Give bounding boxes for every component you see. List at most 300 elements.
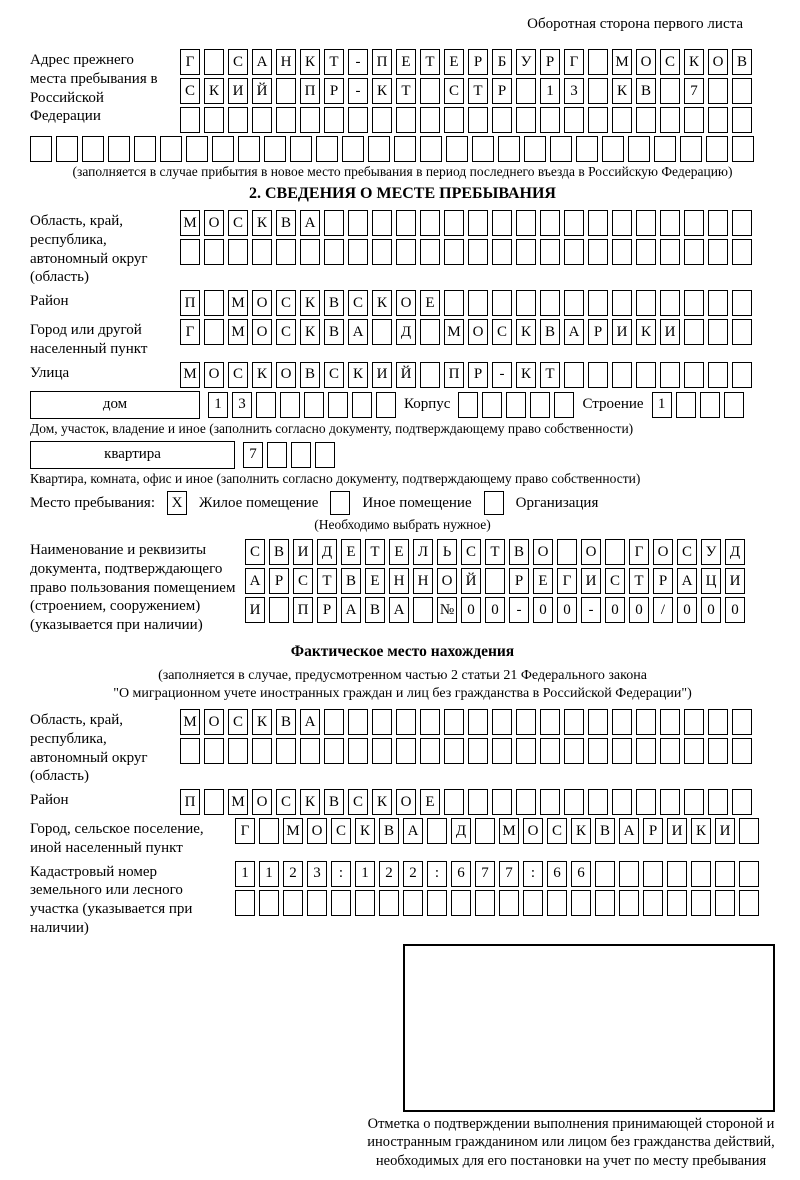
char-box[interactable] xyxy=(468,789,488,815)
char-box[interactable]: Р xyxy=(492,78,512,104)
char-box[interactable] xyxy=(605,539,625,565)
char-box[interactable] xyxy=(259,818,279,844)
char-box[interactable] xyxy=(394,136,416,162)
char-box[interactable] xyxy=(708,738,728,764)
char-box[interactable]: 6 xyxy=(571,861,591,887)
char-box[interactable]: : xyxy=(427,861,447,887)
char-box[interactable]: Т xyxy=(396,78,416,104)
char-box[interactable]: С xyxy=(331,818,351,844)
char-box[interactable]: 7 xyxy=(684,78,704,104)
char-box[interactable]: Р xyxy=(468,362,488,388)
char-box[interactable]: А xyxy=(677,568,697,594)
char-box[interactable]: 0 xyxy=(461,597,481,623)
char-box[interactable] xyxy=(732,362,752,388)
char-box[interactable] xyxy=(485,568,505,594)
char-box[interactable]: 6 xyxy=(547,861,567,887)
char-box[interactable]: М xyxy=(180,362,200,388)
char-box[interactable] xyxy=(267,442,287,468)
char-box[interactable] xyxy=(475,818,495,844)
char-box[interactable] xyxy=(315,442,335,468)
char-box[interactable]: О xyxy=(437,568,457,594)
char-box[interactable] xyxy=(499,890,519,916)
char-box[interactable]: 7 xyxy=(499,861,519,887)
char-box[interactable] xyxy=(372,738,392,764)
char-box[interactable]: В xyxy=(509,539,529,565)
char-box[interactable] xyxy=(204,290,224,316)
char-box[interactable]: В xyxy=(540,319,560,345)
char-box[interactable]: Т xyxy=(485,539,505,565)
char-box[interactable] xyxy=(276,738,296,764)
char-box[interactable] xyxy=(492,789,512,815)
char-box[interactable]: П xyxy=(300,78,320,104)
char-box[interactable] xyxy=(283,890,303,916)
char-box[interactable] xyxy=(643,890,663,916)
char-box[interactable] xyxy=(328,392,348,418)
char-box[interactable]: В xyxy=(324,789,344,815)
char-box[interactable]: Н xyxy=(413,568,433,594)
char-box[interactable]: 7 xyxy=(243,442,263,468)
char-box[interactable] xyxy=(715,890,735,916)
char-box[interactable]: А xyxy=(619,818,639,844)
char-box[interactable]: Ь xyxy=(437,539,457,565)
char-box[interactable] xyxy=(468,290,488,316)
char-box[interactable]: К xyxy=(252,362,272,388)
char-box[interactable] xyxy=(557,539,577,565)
char-box[interactable]: О xyxy=(581,539,601,565)
char-box[interactable]: К xyxy=(684,49,704,75)
char-box[interactable] xyxy=(564,107,584,133)
char-box[interactable] xyxy=(269,597,289,623)
char-box[interactable] xyxy=(376,392,396,418)
char-box[interactable] xyxy=(588,789,608,815)
char-box[interactable] xyxy=(372,210,392,236)
char-box[interactable] xyxy=(619,890,639,916)
char-box[interactable]: 0 xyxy=(701,597,721,623)
char-box[interactable]: О xyxy=(468,319,488,345)
char-box[interactable] xyxy=(331,890,351,916)
char-box[interactable] xyxy=(684,107,704,133)
char-box[interactable] xyxy=(564,709,584,735)
char-box[interactable] xyxy=(228,738,248,764)
char-box[interactable]: А xyxy=(245,568,265,594)
char-box[interactable] xyxy=(636,738,656,764)
char-box[interactable]: С xyxy=(228,210,248,236)
char-box[interactable]: Р xyxy=(540,49,560,75)
char-box[interactable]: 1 xyxy=(208,392,228,418)
char-box[interactable] xyxy=(684,789,704,815)
char-box[interactable] xyxy=(571,890,591,916)
char-box[interactable] xyxy=(588,210,608,236)
char-box[interactable]: С xyxy=(547,818,567,844)
char-box[interactable]: О xyxy=(204,210,224,236)
char-box[interactable]: С xyxy=(276,290,296,316)
char-box[interactable]: 0 xyxy=(557,597,577,623)
char-box[interactable] xyxy=(595,861,615,887)
char-box[interactable]: 0 xyxy=(629,597,649,623)
char-box[interactable]: Е xyxy=(365,568,385,594)
char-box[interactable]: 7 xyxy=(475,861,495,887)
char-box[interactable] xyxy=(134,136,156,162)
char-box[interactable] xyxy=(300,107,320,133)
char-box[interactable] xyxy=(204,107,224,133)
char-box[interactable]: У xyxy=(701,539,721,565)
char-box[interactable]: С xyxy=(348,789,368,815)
char-box[interactable]: Т xyxy=(468,78,488,104)
char-box[interactable]: В xyxy=(269,539,289,565)
char-box[interactable]: И xyxy=(228,78,248,104)
char-box[interactable] xyxy=(516,239,536,265)
char-box[interactable] xyxy=(739,861,759,887)
char-box[interactable]: О xyxy=(396,290,416,316)
char-box[interactable] xyxy=(684,709,704,735)
char-box[interactable] xyxy=(444,210,464,236)
char-box[interactable]: О xyxy=(252,290,272,316)
char-box[interactable] xyxy=(472,136,494,162)
char-box[interactable] xyxy=(396,709,416,735)
char-box[interactable] xyxy=(564,290,584,316)
char-box[interactable] xyxy=(280,392,300,418)
char-box[interactable] xyxy=(252,239,272,265)
char-box[interactable]: А xyxy=(300,210,320,236)
char-box[interactable] xyxy=(660,239,680,265)
char-box[interactable] xyxy=(492,239,512,265)
char-box[interactable] xyxy=(660,738,680,764)
char-box[interactable]: 2 xyxy=(379,861,399,887)
char-box[interactable]: С xyxy=(492,319,512,345)
char-box[interactable] xyxy=(427,818,447,844)
char-box[interactable] xyxy=(739,818,759,844)
char-box[interactable]: Т xyxy=(629,568,649,594)
char-box[interactable] xyxy=(619,861,639,887)
char-box[interactable] xyxy=(420,107,440,133)
char-box[interactable] xyxy=(654,136,676,162)
char-box[interactable] xyxy=(554,392,574,418)
char-box[interactable]: 0 xyxy=(533,597,553,623)
char-box[interactable] xyxy=(235,890,255,916)
char-box[interactable]: 2 xyxy=(403,861,423,887)
char-box[interactable] xyxy=(602,136,624,162)
char-box[interactable]: 1 xyxy=(652,392,672,418)
char-box[interactable] xyxy=(564,738,584,764)
char-box[interactable] xyxy=(612,738,632,764)
char-box[interactable] xyxy=(676,392,696,418)
char-box[interactable]: О xyxy=(523,818,543,844)
char-box[interactable] xyxy=(256,392,276,418)
char-box[interactable]: - xyxy=(492,362,512,388)
char-box[interactable] xyxy=(588,49,608,75)
char-box[interactable] xyxy=(595,890,615,916)
char-box[interactable]: Р xyxy=(324,78,344,104)
char-box[interactable]: Р xyxy=(468,49,488,75)
char-box[interactable] xyxy=(680,136,702,162)
char-box[interactable] xyxy=(732,709,752,735)
char-box[interactable]: С xyxy=(245,539,265,565)
char-box[interactable] xyxy=(550,136,572,162)
char-box[interactable]: М xyxy=(180,210,200,236)
char-box[interactable] xyxy=(612,290,632,316)
char-box[interactable]: № xyxy=(437,597,457,623)
char-box[interactable] xyxy=(684,290,704,316)
char-box[interactable]: - xyxy=(581,597,601,623)
char-box[interactable]: В xyxy=(341,568,361,594)
char-box[interactable] xyxy=(588,290,608,316)
char-box[interactable] xyxy=(588,709,608,735)
char-box[interactable]: О xyxy=(636,49,656,75)
char-box[interactable] xyxy=(588,738,608,764)
char-box[interactable] xyxy=(300,738,320,764)
char-box[interactable] xyxy=(564,239,584,265)
char-box[interactable] xyxy=(427,890,447,916)
char-box[interactable] xyxy=(612,239,632,265)
char-box[interactable] xyxy=(348,738,368,764)
char-box[interactable]: И xyxy=(725,568,745,594)
char-box[interactable] xyxy=(259,890,279,916)
char-box[interactable] xyxy=(660,362,680,388)
char-box[interactable]: О xyxy=(307,818,327,844)
char-box[interactable]: С xyxy=(444,78,464,104)
char-box[interactable] xyxy=(228,107,248,133)
checkbox-residential[interactable]: X xyxy=(167,491,187,515)
char-box[interactable] xyxy=(372,239,392,265)
char-box[interactable] xyxy=(180,738,200,764)
char-box[interactable]: О xyxy=(653,539,673,565)
char-box[interactable] xyxy=(660,789,680,815)
char-box[interactable] xyxy=(708,319,728,345)
char-box[interactable]: Р xyxy=(317,597,337,623)
char-box[interactable]: Й xyxy=(252,78,272,104)
char-box[interactable]: 3 xyxy=(232,392,252,418)
char-box[interactable] xyxy=(530,392,550,418)
char-box[interactable]: С xyxy=(461,539,481,565)
char-box[interactable]: К xyxy=(300,49,320,75)
char-box[interactable]: 3 xyxy=(564,78,584,104)
char-box[interactable] xyxy=(420,738,440,764)
char-box[interactable]: В xyxy=(379,818,399,844)
char-box[interactable] xyxy=(180,107,200,133)
char-box[interactable]: 6 xyxy=(451,861,471,887)
char-box[interactable]: И xyxy=(372,362,392,388)
char-box[interactable]: С xyxy=(276,319,296,345)
char-box[interactable] xyxy=(715,861,735,887)
char-box[interactable]: С xyxy=(228,49,248,75)
char-box[interactable]: Й xyxy=(461,568,481,594)
char-box[interactable]: - xyxy=(348,49,368,75)
char-box[interactable] xyxy=(516,78,536,104)
char-box[interactable] xyxy=(547,890,567,916)
char-box[interactable] xyxy=(564,210,584,236)
char-box[interactable]: Й xyxy=(396,362,416,388)
char-box[interactable]: Т xyxy=(324,49,344,75)
char-box[interactable] xyxy=(732,239,752,265)
char-box[interactable] xyxy=(204,789,224,815)
char-box[interactable] xyxy=(576,136,598,162)
char-box[interactable]: С xyxy=(660,49,680,75)
char-box[interactable] xyxy=(420,239,440,265)
char-box[interactable]: И xyxy=(612,319,632,345)
char-box[interactable]: С xyxy=(324,362,344,388)
char-box[interactable] xyxy=(588,362,608,388)
char-box[interactable]: М xyxy=(228,789,248,815)
char-box[interactable]: К xyxy=(372,789,392,815)
char-box[interactable]: К xyxy=(612,78,632,104)
char-box[interactable] xyxy=(588,107,608,133)
char-box[interactable] xyxy=(444,107,464,133)
char-box[interactable]: А xyxy=(403,818,423,844)
char-box[interactable] xyxy=(396,210,416,236)
char-box[interactable] xyxy=(628,136,650,162)
char-box[interactable] xyxy=(492,290,512,316)
char-box[interactable] xyxy=(468,107,488,133)
char-box[interactable] xyxy=(403,890,423,916)
char-box[interactable]: А xyxy=(341,597,361,623)
char-box[interactable]: 1 xyxy=(235,861,255,887)
char-box[interactable]: Т xyxy=(420,49,440,75)
char-box[interactable] xyxy=(636,107,656,133)
char-box[interactable]: 2 xyxy=(283,861,303,887)
char-box[interactable]: Т xyxy=(317,568,337,594)
char-box[interactable]: - xyxy=(509,597,529,623)
char-box[interactable]: 0 xyxy=(485,597,505,623)
char-box[interactable]: Т xyxy=(365,539,385,565)
char-box[interactable] xyxy=(540,789,560,815)
char-box[interactable] xyxy=(468,239,488,265)
char-box[interactable] xyxy=(238,136,260,162)
char-box[interactable] xyxy=(444,239,464,265)
char-box[interactable]: С xyxy=(605,568,625,594)
char-box[interactable] xyxy=(691,890,711,916)
char-box[interactable]: И xyxy=(581,568,601,594)
char-box[interactable] xyxy=(516,738,536,764)
char-box[interactable] xyxy=(516,709,536,735)
char-box[interactable] xyxy=(612,362,632,388)
char-box[interactable]: Г xyxy=(629,539,649,565)
char-box[interactable] xyxy=(540,107,560,133)
char-box[interactable]: М xyxy=(228,290,248,316)
char-box[interactable] xyxy=(739,890,759,916)
char-box[interactable]: К xyxy=(571,818,591,844)
char-box[interactable] xyxy=(540,738,560,764)
char-box[interactable] xyxy=(660,709,680,735)
char-box[interactable]: К xyxy=(691,818,711,844)
char-box[interactable]: О xyxy=(533,539,553,565)
char-box[interactable] xyxy=(523,890,543,916)
char-box[interactable]: К xyxy=(300,319,320,345)
char-box[interactable]: : xyxy=(331,861,351,887)
char-box[interactable] xyxy=(492,107,512,133)
char-box[interactable] xyxy=(372,709,392,735)
char-box[interactable] xyxy=(706,136,728,162)
char-box[interactable] xyxy=(451,890,471,916)
char-box[interactable] xyxy=(708,239,728,265)
char-box[interactable] xyxy=(564,789,584,815)
char-box[interactable] xyxy=(732,738,752,764)
char-box[interactable]: К xyxy=(372,290,392,316)
char-box[interactable] xyxy=(420,136,442,162)
checkbox-other-premises[interactable] xyxy=(330,491,350,515)
char-box[interactable] xyxy=(636,210,656,236)
char-box[interactable]: В xyxy=(732,49,752,75)
char-box[interactable]: У xyxy=(516,49,536,75)
char-box[interactable] xyxy=(612,107,632,133)
char-box[interactable] xyxy=(667,890,687,916)
char-box[interactable] xyxy=(420,319,440,345)
char-box[interactable] xyxy=(204,319,224,345)
char-box[interactable] xyxy=(324,239,344,265)
char-box[interactable]: В xyxy=(300,362,320,388)
char-box[interactable] xyxy=(420,210,440,236)
char-box[interactable] xyxy=(612,210,632,236)
char-box[interactable]: Г xyxy=(235,818,255,844)
char-box[interactable]: К xyxy=(252,709,272,735)
char-box[interactable] xyxy=(304,392,324,418)
char-box[interactable]: Е xyxy=(533,568,553,594)
char-box[interactable]: 1 xyxy=(355,861,375,887)
char-box[interactable] xyxy=(732,107,752,133)
char-box[interactable] xyxy=(708,290,728,316)
char-box[interactable] xyxy=(708,709,728,735)
char-box[interactable]: И xyxy=(293,539,313,565)
char-box[interactable]: С xyxy=(293,568,313,594)
char-box[interactable] xyxy=(276,239,296,265)
char-box[interactable]: Р xyxy=(643,818,663,844)
char-box[interactable]: В xyxy=(324,290,344,316)
char-box[interactable] xyxy=(252,738,272,764)
char-box[interactable]: А xyxy=(300,709,320,735)
char-box[interactable] xyxy=(30,136,52,162)
char-box[interactable] xyxy=(352,392,372,418)
char-box[interactable] xyxy=(82,136,104,162)
char-box[interactable] xyxy=(540,709,560,735)
char-box[interactable] xyxy=(636,789,656,815)
char-box[interactable] xyxy=(684,210,704,236)
char-box[interactable] xyxy=(324,107,344,133)
char-box[interactable] xyxy=(516,789,536,815)
char-box[interactable]: Г xyxy=(180,49,200,75)
char-box[interactable] xyxy=(636,362,656,388)
char-box[interactable]: В xyxy=(636,78,656,104)
char-box[interactable]: О xyxy=(276,362,296,388)
char-box[interactable] xyxy=(468,709,488,735)
char-box[interactable]: - xyxy=(348,78,368,104)
char-box[interactable]: Г xyxy=(180,319,200,345)
char-box[interactable] xyxy=(420,78,440,104)
char-box[interactable]: 1 xyxy=(540,78,560,104)
char-box[interactable] xyxy=(307,890,327,916)
char-box[interactable]: С xyxy=(228,709,248,735)
char-box[interactable] xyxy=(708,210,728,236)
char-box[interactable]: И xyxy=(660,319,680,345)
char-box[interactable] xyxy=(708,78,728,104)
char-box[interactable] xyxy=(355,890,375,916)
char-box[interactable]: Д xyxy=(317,539,337,565)
char-box[interactable]: В xyxy=(276,709,296,735)
char-box[interactable] xyxy=(667,861,687,887)
char-box[interactable] xyxy=(252,107,272,133)
char-box[interactable] xyxy=(396,107,416,133)
char-box[interactable] xyxy=(396,239,416,265)
char-box[interactable] xyxy=(446,136,468,162)
char-box[interactable] xyxy=(348,107,368,133)
char-box[interactable]: 0 xyxy=(677,597,697,623)
char-box[interactable] xyxy=(732,290,752,316)
char-box[interactable] xyxy=(492,709,512,735)
char-box[interactable]: О xyxy=(204,709,224,735)
char-box[interactable]: М xyxy=(612,49,632,75)
char-box[interactable] xyxy=(732,319,752,345)
char-box[interactable]: 0 xyxy=(725,597,745,623)
char-box[interactable]: С xyxy=(276,789,296,815)
char-box[interactable] xyxy=(540,290,560,316)
